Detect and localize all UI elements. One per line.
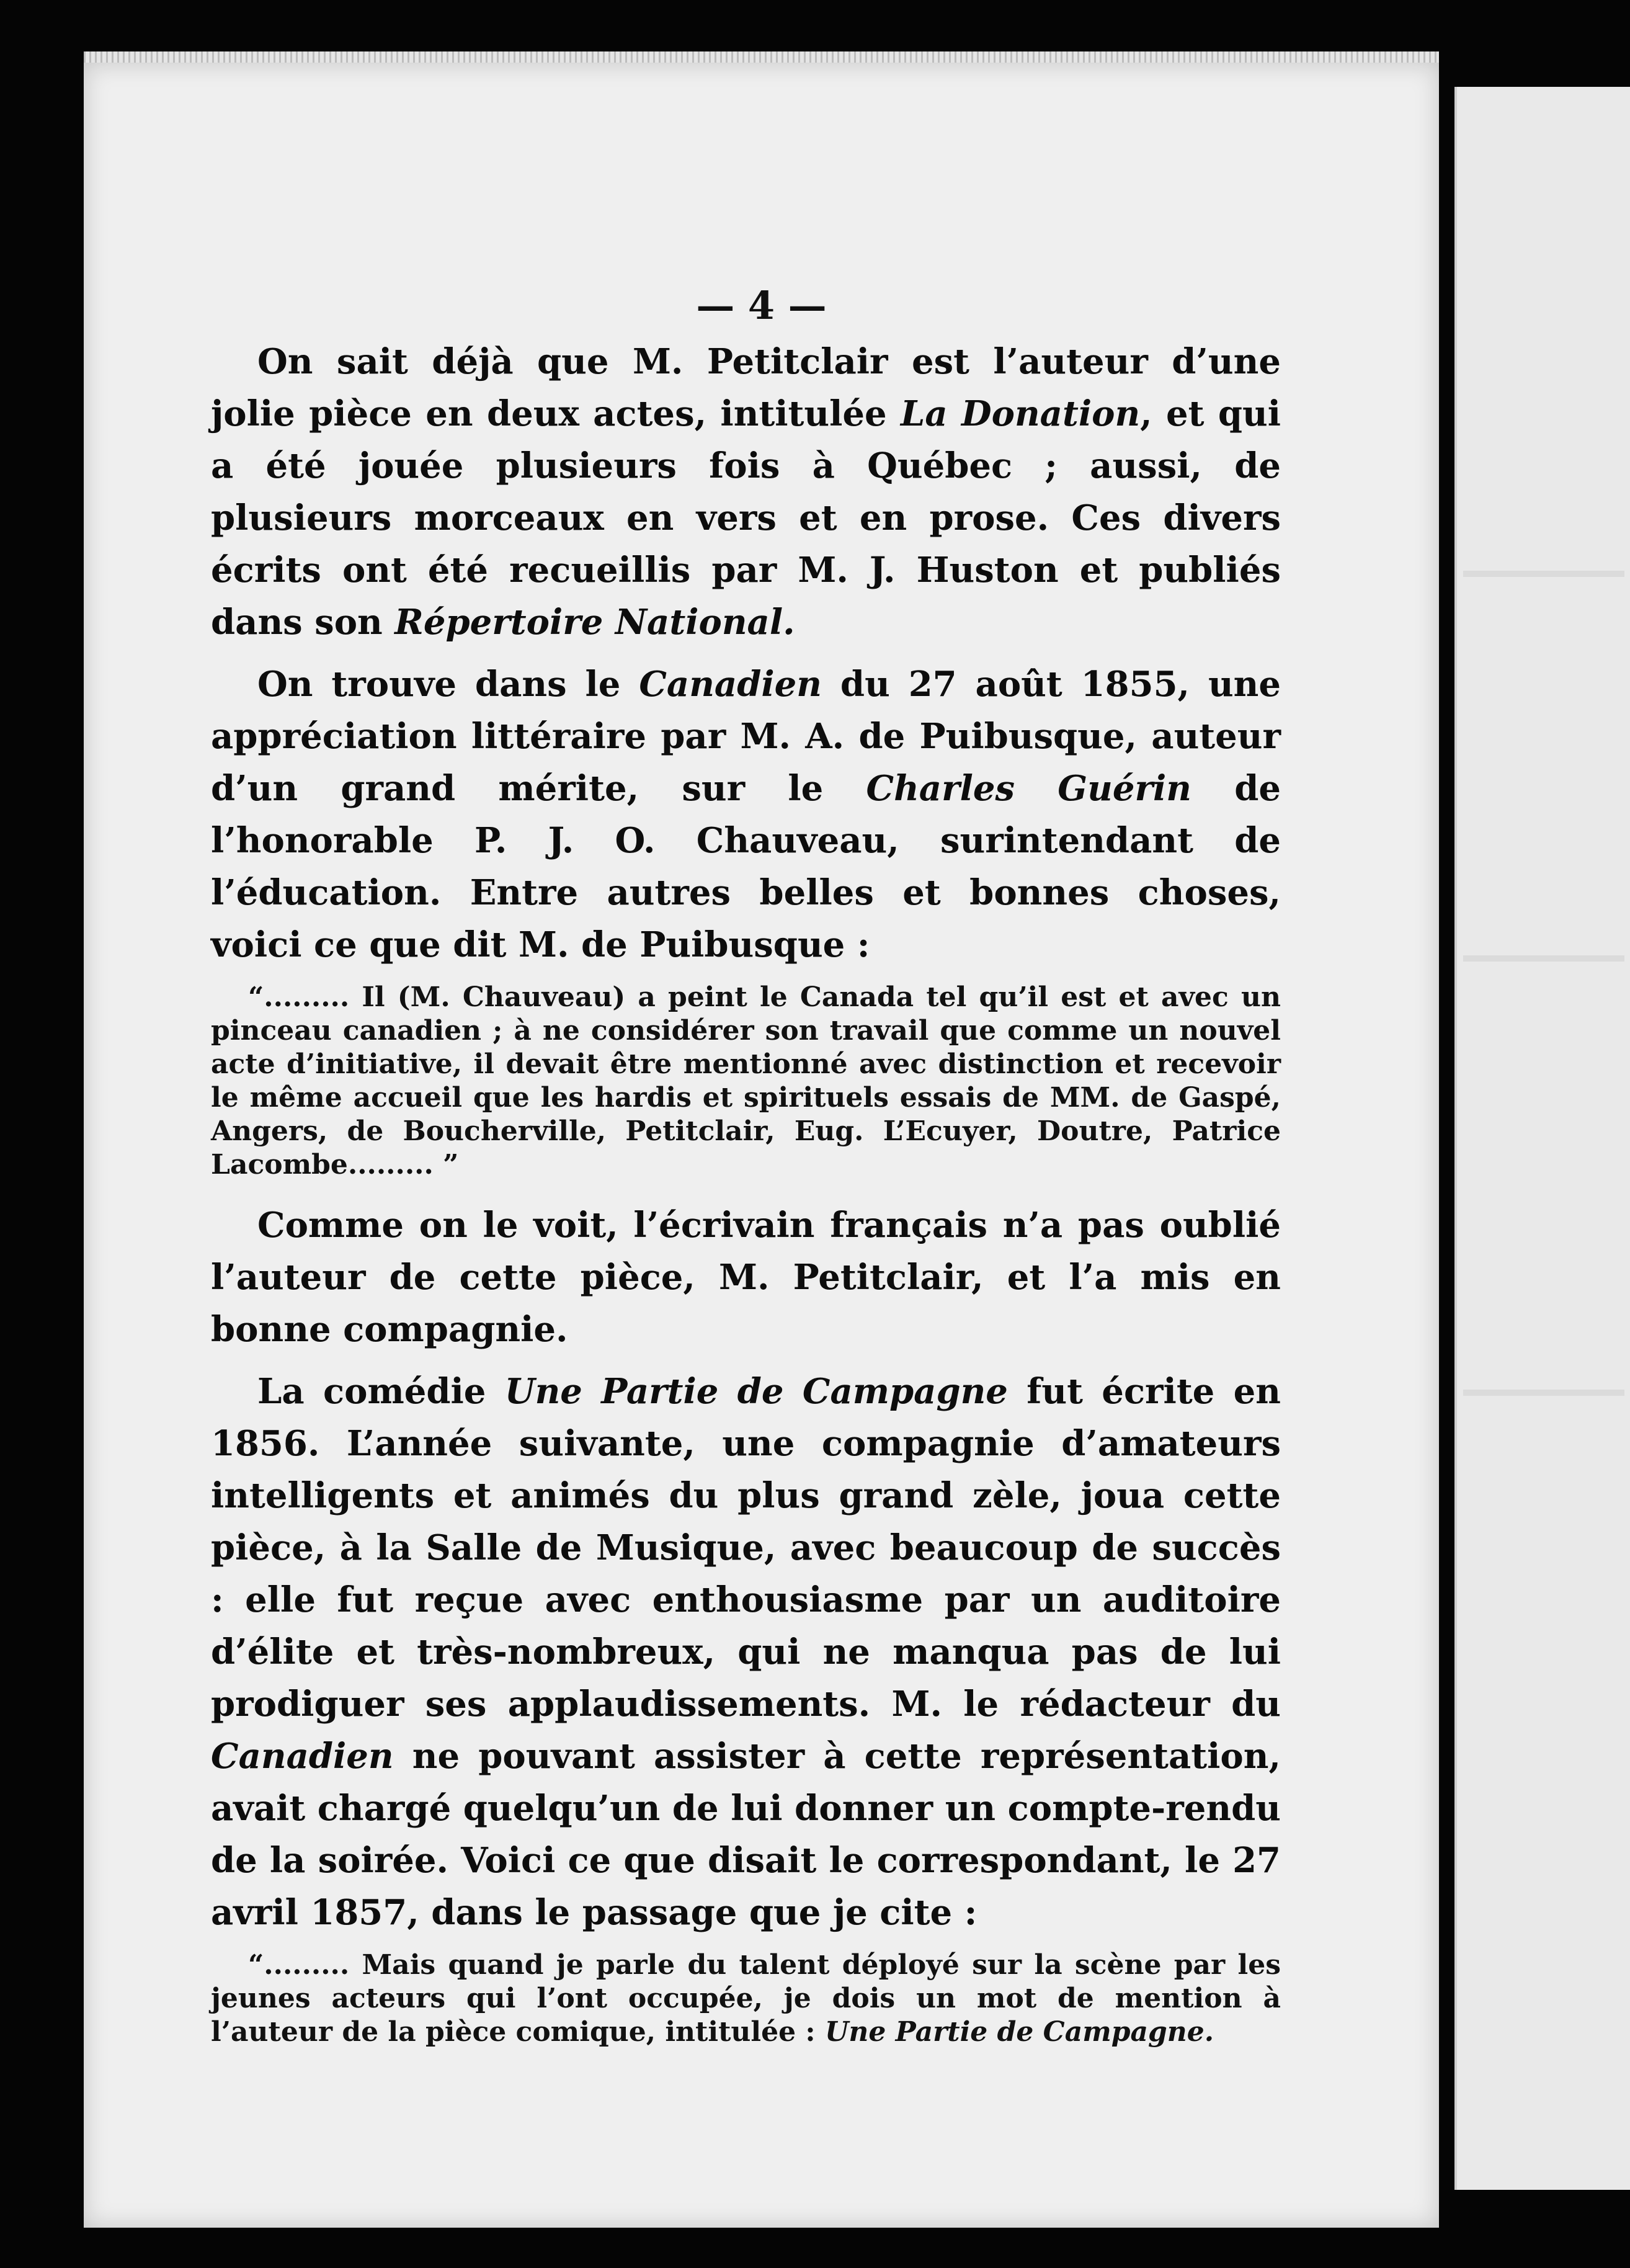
book-page xyxy=(84,59,1439,2228)
italic-title: Canadien xyxy=(211,1736,394,1777)
text-run: ne pouvant assister à cette représentation, avait chargé quelqu’un de lui donner un compte-rendu de la soirée. Voici ce que disait le correspondant, le 27 avril 1857, dans le passage que je cite : xyxy=(211,1736,1281,1933)
bleed-through-line xyxy=(1463,1390,1624,1396)
bleed-through-line xyxy=(1463,571,1624,577)
paragraph xyxy=(211,1365,1281,1939)
italic-title: Une Partie de Campagne xyxy=(504,1371,1008,1412)
text-run: La comédie xyxy=(257,1371,505,1412)
bleed-through-line xyxy=(1463,955,1624,962)
text-run: On sait déjà que M. Petitclair est l’auteur d’une jolie pièce en deux actes, intitulée xyxy=(211,341,1281,434)
text-run: du 27 août 1855, une appréciation littéraire par M. A. de Puibusque, auteur d’un grand mérite, sur le xyxy=(211,664,1281,809)
text-run: On trouve dans le xyxy=(257,664,639,705)
text-run: de l’honorable P. J. O. Chauveau, surintendant de l’éducation. Entre autres belles et bonnes choses, voici ce que dit M. de Puibusque : xyxy=(211,768,1281,965)
block-quote xyxy=(211,981,1281,1182)
page-number: — 4 — xyxy=(696,283,827,328)
text-run: “......... Mais quand je parle du talent déployé sur la scène par les jeunes acteurs qui l’ont occupée, je dois un mot de mention à l’auteur de la pièce comique, intitulée : xyxy=(211,1949,1281,2048)
italic-title: Répertoire National. xyxy=(394,602,795,643)
italic-title: La Donation xyxy=(901,393,1141,434)
italic-title: Canadien xyxy=(639,664,822,705)
page-body xyxy=(211,336,1281,2066)
italic-title: Charles Guérin xyxy=(866,768,1191,809)
block-quote xyxy=(211,1949,1281,2049)
paragraph xyxy=(211,658,1281,971)
text-run: “......... Il (M. Chauveau) a peint le Canada tel qu’il est et avec un pinceau canadien ; à ne considérer son travail que comme un nouvel acte d’initiative, il devait être mentionné avec distinction et recevoir le même accueil que les hardis et spirituels essais de MM. de Gaspé, Angers, de Boucherville, Petitclair, Eug. L’Ecuyer, Doutre, Patrice Lacombe......... ” xyxy=(211,981,1281,1181)
text-run: Comme on le voit, l’écrivain français n’a pas oublié l’auteur de cette pièce, M. Petitclair, et l’a mis en bonne compagnie. xyxy=(211,1205,1281,1350)
paragraph xyxy=(211,1199,1281,1355)
next-page-edge xyxy=(1454,87,1630,2190)
italic-title: Une Partie de Campagne. xyxy=(824,2016,1214,2048)
text-run: , et qui a été jouée plusieurs fois à Québec ; aussi, de plusieurs morceaux en vers et en prose. Ces divers écrits ont été recueillis par M. J. Huston et publiés dans son xyxy=(211,393,1281,643)
text-run: fut écrite en 1856. L’année suivante, une compagnie d’amateurs intelligents et animés du plus grand zèle, joua cette pièce, à la Salle de Musique, avec beaucoup de succès : elle fut reçue avec enthousiasme par un auditoire d’élite et très-nombreux, qui ne manqua pas de lui prodiguer ses applaudissements. M. le rédacteur du xyxy=(211,1371,1281,1725)
paragraph xyxy=(211,336,1281,648)
